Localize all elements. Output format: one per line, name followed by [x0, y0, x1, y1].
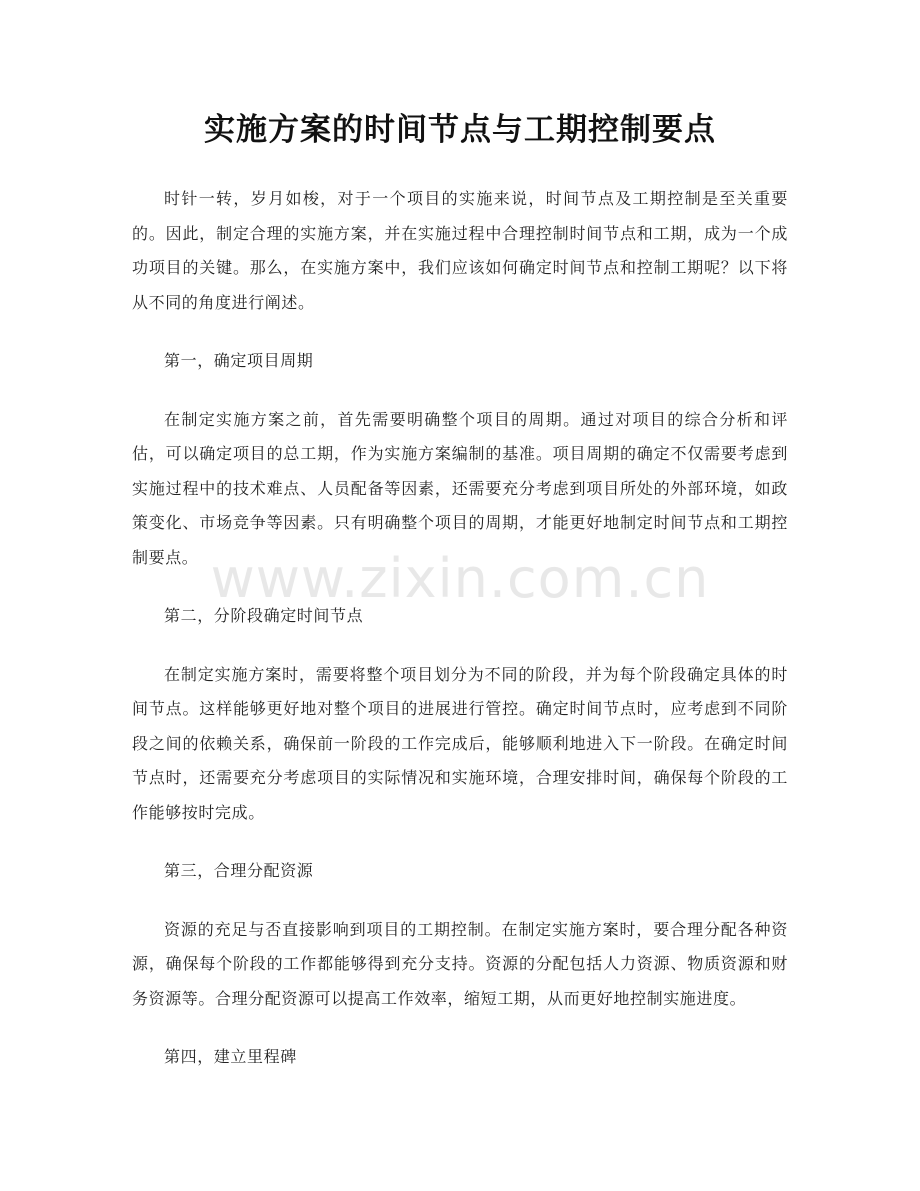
section-heading-3: 第三，合理分配资源 [164, 861, 314, 880]
intro-paragraph: 时针一转，岁月如梭，对于一个项目的实施来说，时间节点及工期控制是至关重要的。因此，制定合理的实施方案，并在实施过程中合理控制时间节点和工期，成为一个成功项目的关键。那么，在实施方案中，我们应该如何确定时间节点和控制工期呢？以下将从不同的角度进行阐述。 [132, 189, 788, 312]
section-heading-1: 第一，确定项目周期 [164, 351, 314, 370]
section-paragraph-2: 在制定实施方案时，需要将整个项目划分为不同的阶段，并为每个阶段确定具体的时间节点。这样能够更好地对整个项目的进展进行管控。确定时间节点时，应考虑到不同阶段之间的依赖关系，确保前一阶段的工作完成后，能够顺利地进入下一阶段。在确定时间节点时，还需要充分考虑项目的实际情况和实施环境，合理安排时间，确保每个阶段的工作能够按时完成。 [132, 664, 788, 822]
section-heading-4: 第四，建立里程碑 [164, 1047, 297, 1066]
section-paragraph-3: 资源的充足与否直接影响到项目的工期控制。在制定实施方案时，要合理分配各种资源，确保每个阶段的工作都能够得到充分支持。资源的分配包括人力资源、物质资源和财务资源等。合理分配资源可以提高工作效率，缩短工期，从而更好地控制实施进度。 [132, 919, 788, 1008]
section-heading-2: 第二，分阶段确定时间节点 [164, 606, 364, 625]
watermark: www.zixin.com.cn [210, 547, 710, 610]
section-paragraph-1: 在制定实施方案之前，首先需要明确整个项目的周期。通过对项目的综合分析和评估，可以确定项目的总工期，作为实施方案编制的基准。项目周期的确定不仅需要考虑到实施过程中的技术难点、人员配备等因素，还需要充分考虑到项目所处的外部环境，如政策变化、市场竞争等因素。只有明确整个项目的周期，才能更好地制定时间节点和工期控制要点。 [132, 409, 788, 567]
document-title: 实施方案的时间节点与工期控制要点 [204, 112, 716, 148]
document-body [132, 182, 788, 1075]
